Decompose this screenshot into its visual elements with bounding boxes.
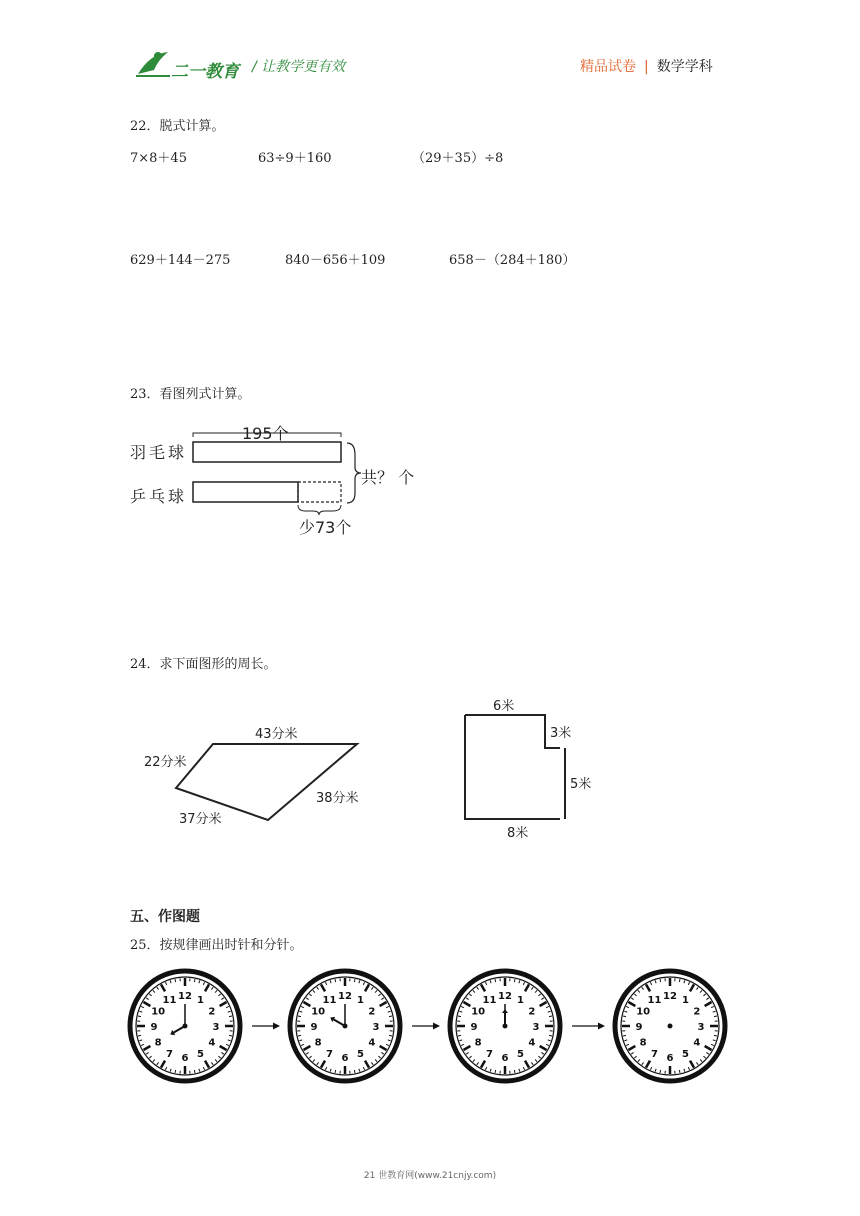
clock-number: 9 — [150, 1022, 158, 1033]
clock-number: 3 — [697, 1022, 705, 1033]
clock-number: 8 — [314, 1037, 322, 1049]
quad-bottom-length: 37分米 — [179, 812, 222, 827]
slogan: / 让教学更有效 — [252, 59, 346, 75]
clock-number: 4 — [528, 1037, 536, 1049]
clock-number: 3 — [212, 1022, 220, 1033]
clock-number: 10 — [636, 1006, 651, 1018]
clock-center — [183, 1024, 188, 1029]
q22-expr-6: 658－（284＋180） — [449, 253, 576, 268]
clock-number: 6 — [501, 1053, 509, 1064]
arrow-icon — [252, 1023, 280, 1030]
clock-number: 9 — [310, 1022, 318, 1033]
quad-right-length: 38分米 — [316, 791, 359, 806]
q22-expr-2: 63÷9＋160 — [258, 151, 332, 166]
clock-number: 5 — [517, 1048, 524, 1060]
q22-expr-3: （29＋35）÷8 — [412, 151, 504, 166]
clock-number: 2 — [368, 1006, 376, 1018]
clock-number: 11 — [647, 995, 662, 1007]
clock-number: 10 — [151, 1006, 166, 1018]
less-brace — [298, 505, 341, 515]
clock-number: 8 — [154, 1037, 162, 1049]
quad-top-length: 43分米 — [255, 727, 298, 742]
logo-text: 二一教育 — [171, 62, 239, 82]
clock-number: 12 — [338, 991, 352, 1002]
header-right — [580, 56, 713, 76]
clock-number: 11 — [162, 995, 177, 1007]
arrow-icon — [412, 1023, 440, 1030]
clock-number: 12 — [498, 991, 512, 1002]
rect-bottom-length: 8米 — [507, 826, 529, 841]
bottom-bar-dashed — [298, 482, 341, 502]
clock-number: 6 — [181, 1053, 189, 1064]
clock-center — [503, 1024, 508, 1029]
clock-number: 2 — [208, 1006, 216, 1018]
clock-number: 2 — [693, 1006, 701, 1018]
clock-number: 4 — [693, 1037, 701, 1049]
clock-number: 1 — [517, 995, 524, 1007]
clock-number: 1 — [682, 995, 689, 1007]
footer-text: 21 世教育网(www.21cnjy.com) — [363, 1171, 497, 1181]
clock-number: 9 — [470, 1022, 478, 1033]
clock-number: 11 — [482, 995, 497, 1007]
clock-number: 7 — [486, 1048, 493, 1060]
clock-number: 7 — [166, 1048, 173, 1060]
clock-3 — [450, 971, 560, 1081]
section-5-title: 五、作图题 — [130, 909, 200, 925]
q25-title: 25．按规律画出时针和分针。 — [130, 938, 303, 953]
clock-center — [668, 1024, 673, 1029]
clock-1 — [130, 971, 240, 1081]
clock-number: 2 — [528, 1006, 536, 1018]
less-label: 少73个 — [299, 518, 352, 537]
clock-number: 11 — [322, 995, 337, 1007]
total-brace — [347, 443, 361, 503]
q24-title: 24．求下面图形的周长。 — [130, 657, 277, 672]
clock-sequence — [125, 968, 735, 1088]
q22-expr-4: 629＋144－275 — [130, 253, 231, 268]
top-count-label: 195个 — [242, 424, 289, 443]
header-separator: | — [644, 59, 649, 75]
header-subject: 数学学科 — [656, 59, 713, 75]
clock-number: 9 — [635, 1022, 643, 1033]
q22-title: 22．脱式计算。 — [130, 119, 225, 134]
clock-4 — [615, 971, 725, 1081]
clock-number: 4 — [208, 1037, 216, 1049]
top-bar — [193, 442, 341, 462]
clock-number: 1 — [197, 995, 204, 1007]
clock-number: 8 — [639, 1037, 647, 1049]
clock-number: 5 — [357, 1048, 364, 1060]
clock-number: 8 — [474, 1037, 482, 1049]
clock-number: 3 — [532, 1022, 540, 1033]
label-badminton: 羽毛球 — [130, 443, 188, 462]
clock-number: 5 — [682, 1048, 689, 1060]
rect-right-length: 5米 — [570, 777, 592, 792]
q22-expr-1: 7×8＋45 — [130, 151, 187, 166]
clock-number: 7 — [651, 1048, 658, 1060]
clock-number: 10 — [471, 1006, 486, 1018]
clock-number: 5 — [197, 1048, 204, 1060]
clock-number: 6 — [666, 1053, 674, 1064]
notch-right-edge — [545, 745, 570, 821]
clock-number: 10 — [311, 1006, 326, 1018]
clock-number: 3 — [372, 1022, 380, 1033]
clock-number: 1 — [357, 995, 364, 1007]
rect-top-length: 6米 — [493, 699, 515, 714]
clock-number: 6 — [341, 1053, 349, 1064]
total-label: 共？ 个 — [361, 468, 415, 487]
clock-2 — [290, 971, 400, 1081]
arrow-icon — [572, 1023, 605, 1030]
clock-number: 12 — [663, 991, 677, 1002]
bottom-bar — [193, 482, 298, 502]
clock-number: 12 — [178, 991, 192, 1002]
q22-expr-5: 840－656＋109 — [285, 253, 386, 268]
label-pingpong: 乒乓球 — [130, 487, 188, 506]
clock-number: 4 — [368, 1037, 376, 1049]
rect-notch-length: 3米 — [550, 726, 572, 741]
clock-number: 7 — [326, 1048, 333, 1060]
header-badge: 精品试卷 — [580, 59, 636, 75]
q23-title: 23．看图列式计算。 — [130, 387, 251, 402]
clock-center — [343, 1024, 348, 1029]
quad-left-length: 22分米 — [144, 755, 187, 770]
